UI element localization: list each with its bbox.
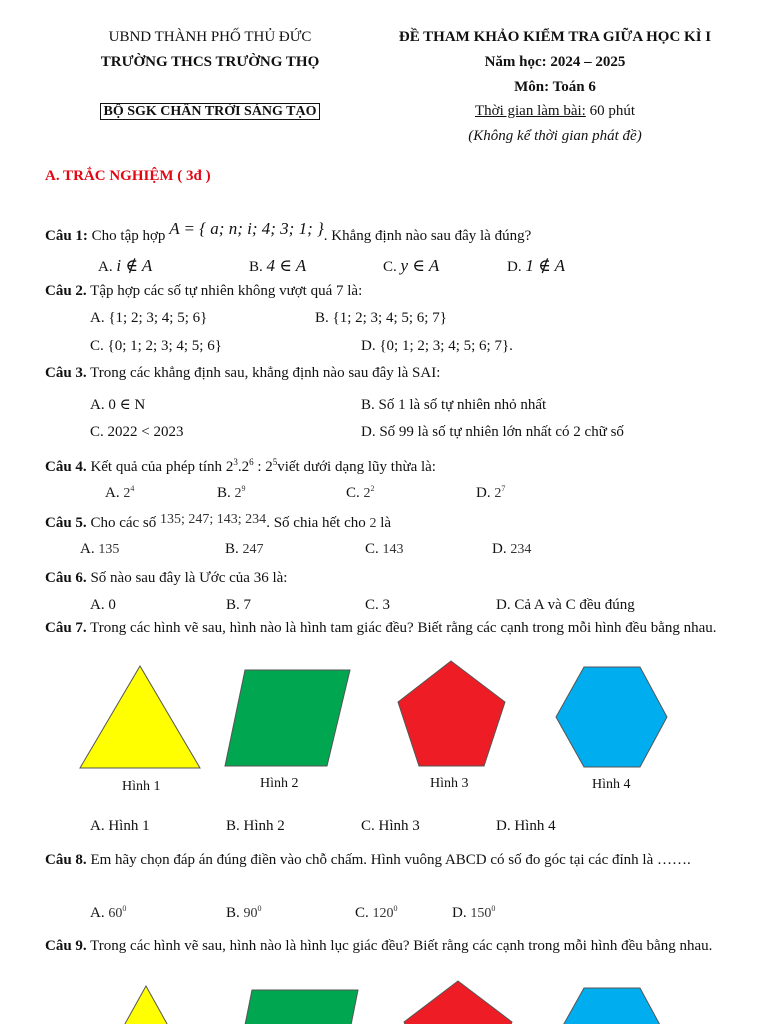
time-value: 60 phút <box>585 103 635 119</box>
school-year: Năm học: 2024 – 2025 <box>484 54 626 70</box>
q2-option-a: A. {1; 2; 3; 4; 5; 6} <box>90 310 208 326</box>
q6-option-d: D. Cả A và C đều đúng <box>496 597 635 613</box>
school-district: UBND THÀNH PHỐ THỦ ĐỨC <box>108 29 312 45</box>
parallelogram-shape <box>225 670 350 766</box>
q5-option-a: A. 135 <box>80 541 120 557</box>
q8-option-b: B. $90^0$ <box>226 904 262 921</box>
q1-option-d: D. 1 ∉ A <box>507 256 566 275</box>
q1-option-b: B. 4 ∈ A <box>249 256 307 275</box>
q7-option-a: A. Hình 1 <box>90 818 150 834</box>
q4-option-c: C. $2^2$ <box>346 484 375 501</box>
figure-label-1: Hình 1 <box>122 779 161 794</box>
question-text: Trong các khẳng định sau, khẳng định nào sau đây là SAI: <box>86 365 441 381</box>
question-label: Câu 1: <box>45 228 88 244</box>
set-expression: A = { a; n; i; 4; 3; 1; } <box>169 219 324 238</box>
q3-option-d: D. Số 99 là số tự nhiên lớn nhất có 2 chữ số <box>361 424 624 440</box>
q8-option-d: D. $150^0$ <box>452 904 496 921</box>
question-text: Tập hợp các số tự nhiên không vượt quá 7 là: <box>86 283 363 299</box>
question-text: Cho tập hợp <box>87 228 170 244</box>
q3-option-c: C. 2022 < 2023 <box>90 424 184 440</box>
question-text: Kết quả của phép tính <box>86 459 226 475</box>
question-label: Câu 3. <box>45 365 87 381</box>
figure-label-4: Hình 4 <box>592 777 631 792</box>
question-9 <box>45 937 721 955</box>
question-text: Em hãy chọn đáp án đúng điền vào chỗ chấm. Hình vuông ABCD có số đo góc tại các đỉnh là ……. <box>86 852 691 868</box>
school-name: TRƯỜNG THCS TRƯỜNG THỌ <box>100 54 320 70</box>
question-label: Câu 4. <box>45 459 87 475</box>
section-title: A. TRẮC NGHIỆM ( 3đ ) <box>45 168 211 184</box>
hexagon-shape-q9 <box>556 988 667 1024</box>
q3-option-b: B. Số 1 là số tự nhiên nhỏ nhất <box>361 397 547 413</box>
q7-option-b: B. Hình 2 <box>226 818 285 834</box>
q8-option-c: C. $120^0$ <box>355 904 398 921</box>
hexagon-shape <box>556 667 667 767</box>
triangle-shape-q9 <box>116 986 176 1024</box>
q3-option-a: A. 0 ∈ N <box>90 397 146 413</box>
question-label: Câu 6. <box>45 570 87 586</box>
q2-option-b: B. {1; 2; 3; 4; 5; 6; 7} <box>315 310 447 326</box>
power-expression: $2^3.2^6$ : $2^5$ <box>225 457 278 475</box>
q8-option-a: A. $60^0$ <box>90 904 127 921</box>
q1-option-a: A. i ∉ A <box>98 256 153 275</box>
question-text: Cho các số <box>86 515 161 531</box>
question-label: Câu 7. <box>45 620 87 636</box>
time-note: (Không kể thời gian phát đề) <box>468 128 642 144</box>
question-label: Câu 8. <box>45 852 87 868</box>
q6-option-a: A. 0 <box>90 597 116 613</box>
q7-option-d: D. Hình 4 <box>496 818 556 834</box>
divisor: 2 <box>369 516 377 531</box>
q5-option-b: B. 247 <box>225 541 264 557</box>
question-text-2: . Khẳng định nào sau đây là đúng? <box>323 228 532 244</box>
question-text-2: . Số chia hết cho <box>266 515 370 531</box>
q1-option-c: C. y ∈ A <box>383 256 440 275</box>
q5-option-c: C. 143 <box>365 541 404 557</box>
figure-label-2: Hình 2 <box>260 776 299 791</box>
question-text: Số nào sau đây là Ước của 36 là: <box>86 570 288 586</box>
q4-option-b: B. $2^9$ <box>217 484 246 501</box>
triangle-shape <box>80 666 200 768</box>
question-label: Câu 2. <box>45 283 87 299</box>
q2-option-d: D. {0; 1; 2; 3; 4; 5; 6; 7}. <box>361 338 513 354</box>
exam-title: ĐỀ THAM KHẢO KIỂM TRA GIỮA HỌC KÌ I <box>398 29 712 45</box>
question-text-3: là <box>376 515 392 531</box>
q6-option-c: C. 3 <box>365 597 391 613</box>
question-label: Câu 9. <box>45 938 87 954</box>
question-8 <box>45 851 721 869</box>
subject: Môn: Toán 6 <box>514 79 596 95</box>
figure-label-3: Hình 3 <box>430 776 469 791</box>
q5-option-d: D. 234 <box>492 541 532 557</box>
q6-option-b: B. 7 <box>226 597 252 613</box>
q4-option-a: A. $2^4$ <box>105 484 135 501</box>
number-list: 135; 247; 143; 234 <box>160 512 267 527</box>
question-text: Trong các hình vẽ sau, hình nào là hình tam giác đều? Biết rằng các cạnh trong mỗi hình đều bằng nhau. <box>86 620 717 636</box>
q2-option-c: C. {0; 1; 2; 3; 4; 5; 6} <box>90 338 222 354</box>
pentagon-shape <box>398 661 505 766</box>
textbook-label: BỘ SGK CHÂN TRỜI SÁNG TẠO <box>100 103 319 120</box>
q7-option-c: C. Hình 3 <box>361 818 420 834</box>
pentagon-shape-q9 <box>404 981 512 1024</box>
question-label: Câu 5. <box>45 515 87 531</box>
q4-option-d: D. $2^7$ <box>476 484 506 501</box>
parallelogram-shape-q9 <box>244 990 358 1024</box>
time-label: Thời gian làm bài: <box>475 103 586 119</box>
question-text-2: viết dưới dạng lũy thừa là: <box>277 459 436 475</box>
question-text: Trong các hình vẽ sau, hình nào là hình lục giác đều? Biết rằng các cạnh trong mỗi hình đều bằng nhau. <box>86 938 713 954</box>
